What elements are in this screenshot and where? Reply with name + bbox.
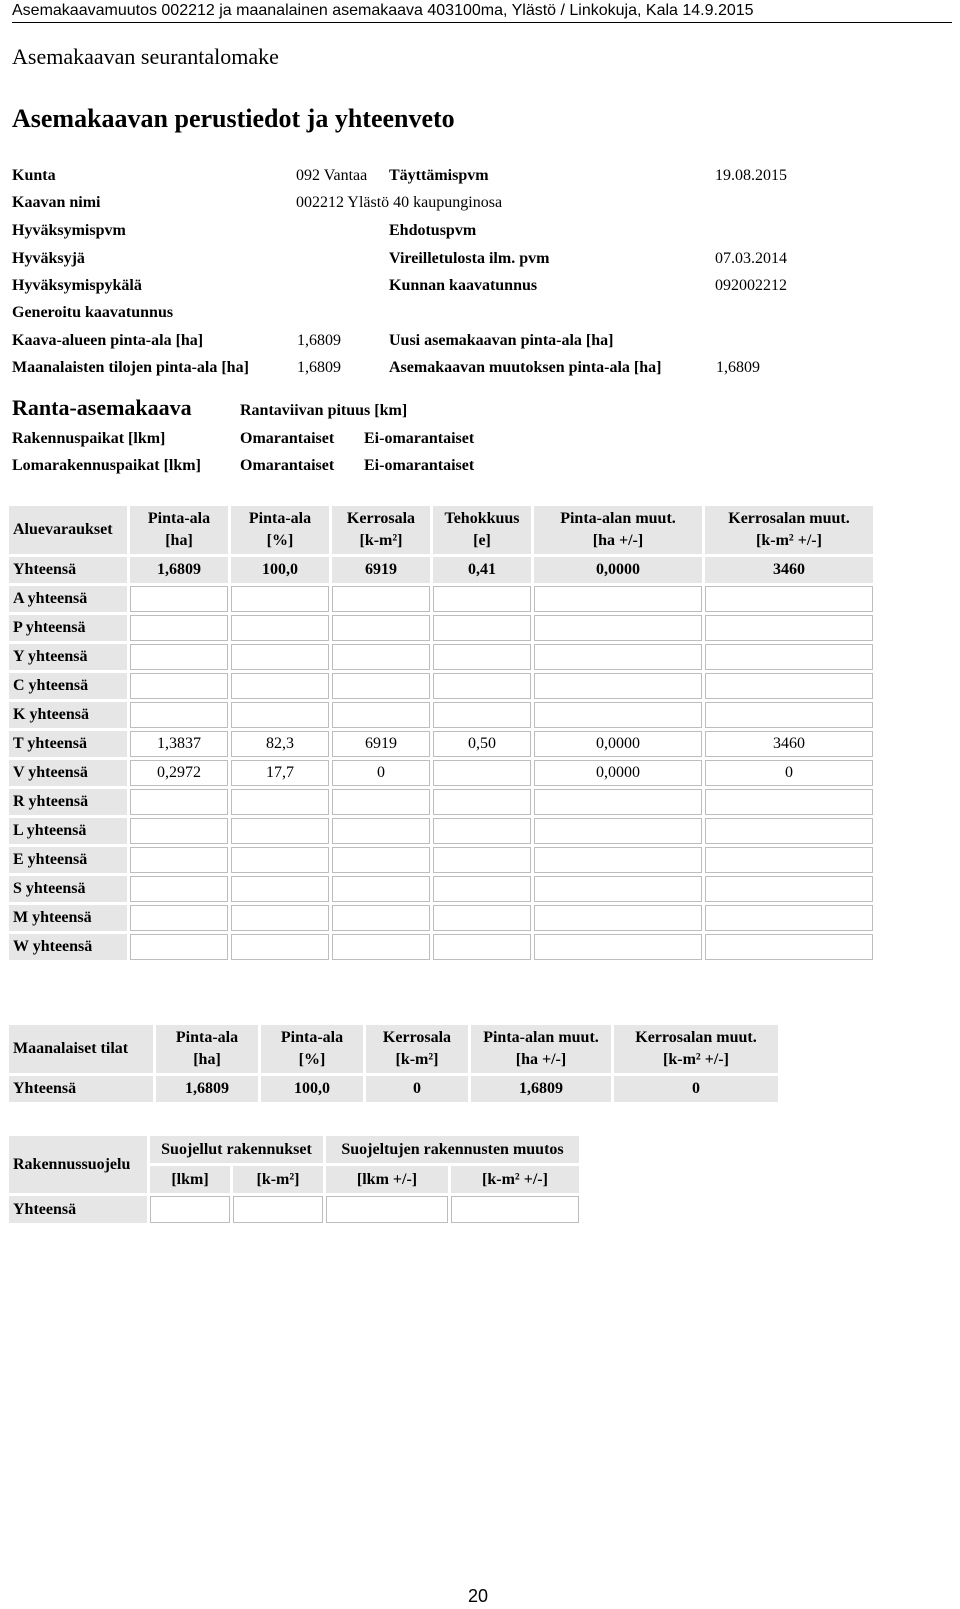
row-label: S yhteensä — [9, 876, 127, 902]
aluevaraukset-header-line2: [%] — [266, 532, 294, 549]
row-label: A yhteensä — [9, 586, 127, 612]
maanalaiset-header-line1: Pinta-ala — [280, 1029, 344, 1046]
suojelu-label: Rakennussuojelu — [9, 1136, 147, 1193]
table-row — [9, 905, 873, 931]
suojelu-total-label: Yhteensä — [9, 1196, 147, 1223]
row-label: V yhteensä — [9, 760, 127, 786]
table-cell — [332, 615, 430, 641]
kunta-label: Kunta — [12, 167, 56, 184]
taytt-label: Täyttämispvm — [389, 167, 489, 184]
table-cell — [332, 847, 430, 873]
table-cell — [534, 789, 702, 815]
table-cell: 0,0000 — [534, 731, 702, 757]
table-cell — [705, 615, 873, 641]
page-number: 20 — [468, 1586, 489, 1606]
nimi-value: 002212 Ylästö 40 kaupunginosa — [296, 194, 503, 211]
table-cell: 17,7 — [231, 760, 329, 786]
pykala-label: Hyväksymispykälä — [12, 277, 142, 294]
table-row — [9, 760, 873, 786]
table-cell — [534, 702, 702, 728]
uusi-label: Uusi asemakaavan pinta-ala [ha] — [389, 332, 614, 349]
table-cell — [433, 934, 531, 960]
generoitu-label: Generoitu kaavatunnus — [12, 304, 174, 321]
aluevaraukset-header-line1: Pinta-ala — [147, 510, 211, 527]
table-cell — [130, 934, 228, 960]
maanalaiset-header-line2: [ha +/-] — [515, 1051, 567, 1068]
ranta-loma-omarantaiset: Omarantaiset — [240, 457, 335, 474]
table-cell — [534, 934, 702, 960]
hyvaksyja-label: Hyväksyjä — [12, 250, 85, 267]
table-cell — [705, 934, 873, 960]
table-cell: 0 — [366, 1076, 468, 1102]
row-label: L yhteensä — [9, 818, 127, 844]
table-cell — [705, 702, 873, 728]
maanalaiset-header-line1: Maanalaiset tilat — [13, 1040, 129, 1057]
table-cell — [705, 818, 873, 844]
table-cell — [705, 847, 873, 873]
form-title: Asemakaavan perustiedot ja yhteenveto — [12, 104, 455, 133]
maanalaiset-header-0 — [9, 1025, 153, 1073]
table-cell — [231, 702, 329, 728]
alue-label: Kaava-alueen pinta-ala [ha] — [12, 332, 204, 349]
taytt-value: 19.08.2015 — [715, 167, 787, 184]
table-row — [9, 876, 873, 902]
table-cell — [130, 586, 228, 612]
maanalaiset-header-5 — [614, 1025, 778, 1073]
table-cell — [534, 847, 702, 873]
table-cell: 0,41 — [433, 557, 531, 583]
aluevaraukset-table — [6, 503, 876, 963]
kunta-value: 092 Vantaa — [296, 167, 368, 184]
table-cell: 0 — [332, 760, 430, 786]
maanalaiset-header-line2: [%] — [298, 1051, 326, 1068]
aluevaraukset-header-6 — [705, 506, 873, 554]
suojelu-group2: Suojeltujen rakennusten muutos — [326, 1136, 579, 1163]
maan-value: 1,6809 — [297, 359, 341, 376]
table-cell — [534, 673, 702, 699]
table-cell — [130, 673, 228, 699]
table-cell: 0,0000 — [534, 760, 702, 786]
maanalaiset-header-2 — [261, 1025, 363, 1073]
table-cell — [433, 847, 531, 873]
table-row — [9, 789, 873, 815]
table-row — [9, 731, 873, 757]
row-label: E yhteensä — [9, 847, 127, 873]
maanalaiset-header-line1: Pinta-ala — [175, 1029, 239, 1046]
suojelu-sub-km2-muutos: [k-m² +/-] — [451, 1166, 579, 1193]
table-cell — [130, 847, 228, 873]
maanalaiset-table — [6, 1022, 781, 1105]
table-cell — [231, 818, 329, 844]
table-cell — [705, 586, 873, 612]
aluevaraukset-header-line1: Pinta-ala — [248, 510, 312, 527]
table-cell — [130, 615, 228, 641]
nimi-label: Kaavan nimi — [12, 194, 101, 211]
aluevaraukset-header-2 — [231, 506, 329, 554]
row-label: T yhteensä — [9, 731, 127, 757]
ranta-title: Ranta-asemakaava — [12, 395, 192, 420]
table-cell: 0 — [705, 760, 873, 786]
row-label: Yhteensä — [9, 557, 127, 583]
table-cell — [231, 876, 329, 902]
table-cell: 1,6809 — [471, 1076, 611, 1102]
page-header: Asemakaavamuutos 002212 ja maanalainen asemakaava 403100ma, Ylästö / Linkokuja, Kala 14.9.2015 — [12, 2, 952, 23]
table-cell: 6919 — [332, 731, 430, 757]
table-cell — [231, 586, 329, 612]
table-cell — [705, 644, 873, 670]
muutos-value: 1,6809 — [716, 359, 760, 376]
row-label: Y yhteensä — [9, 644, 127, 670]
ranta-pituus-label: Rantaviivan pituus [km] — [240, 402, 408, 419]
aluevaraukset-header-1 — [130, 506, 228, 554]
maanalaiset-header-line1: Kerrosalan muut. — [635, 1029, 757, 1046]
table-cell — [705, 673, 873, 699]
maan-label: Maanalaisten tilojen pinta-ala [ha] — [12, 359, 249, 376]
table-cell — [534, 818, 702, 844]
aluevaraukset-header-line2: [k-m² +/-] — [756, 532, 822, 549]
table-cell — [534, 905, 702, 931]
ranta-rak-omarantaiset: Omarantaiset — [240, 430, 335, 447]
table-cell: 1,3837 — [130, 731, 228, 757]
table-cell — [705, 876, 873, 902]
suojelu-table — [6, 1133, 582, 1226]
alue-value: 1,6809 — [297, 332, 341, 349]
table-cell — [534, 586, 702, 612]
table-cell — [433, 760, 531, 786]
row-label: R yhteensä — [9, 789, 127, 815]
aluevaraukset-header-line1: Kerrosalan muut. — [728, 510, 850, 527]
aluevaraukset-header-line1: Tehokkuus — [444, 510, 520, 527]
table-row — [9, 847, 873, 873]
aluevaraukset-header-4 — [433, 506, 531, 554]
table-cell — [130, 644, 228, 670]
table-cell — [534, 876, 702, 902]
table-cell — [433, 905, 531, 931]
row-label: Yhteensä — [9, 1076, 153, 1102]
table-cell — [332, 789, 430, 815]
muutos-label: Asemakaavan muutoksen pinta-ala [ha] — [389, 359, 662, 376]
table-cell — [130, 789, 228, 815]
maanalaiset-header-line1: Kerrosala — [382, 1029, 452, 1046]
maanalaiset-header-line2: [k-m² +/-] — [663, 1051, 729, 1068]
table-cell — [332, 905, 430, 931]
aluevaraukset-header-line2: [k-m²] — [359, 532, 403, 549]
row-label: P yhteensä — [9, 615, 127, 641]
table-cell — [332, 818, 430, 844]
aluevaraukset-header-5 — [534, 506, 702, 554]
ranta-rak-label: Rakennuspaikat [lkm] — [12, 430, 166, 447]
table-cell: 1,6809 — [130, 557, 228, 583]
row-label: M yhteensä — [9, 905, 127, 931]
aluevaraukset-header-3 — [332, 506, 430, 554]
table-cell — [433, 644, 531, 670]
hyvpvm-label: Hyväksymispvm — [12, 222, 126, 239]
table-row — [9, 615, 873, 641]
table-cell: 0,0000 — [534, 557, 702, 583]
table-row — [9, 673, 873, 699]
maanalaiset-header-line2: [ha] — [193, 1051, 221, 1068]
kunnan-label: Kunnan kaavatunnus — [389, 277, 538, 294]
table-cell — [705, 905, 873, 931]
table-cell — [332, 876, 430, 902]
table-cell — [433, 673, 531, 699]
form-subtitle: Asemakaavan seurantalomake — [12, 44, 279, 69]
table-cell — [433, 702, 531, 728]
kunnan-value: 092002212 — [715, 277, 787, 294]
ranta-loma-label: Lomarakennuspaikat [lkm] — [12, 457, 201, 474]
suojelu-cell — [326, 1196, 448, 1223]
row-label: C yhteensä — [9, 673, 127, 699]
table-row — [9, 934, 873, 960]
row-label: K yhteensä — [9, 702, 127, 728]
table-cell — [231, 847, 329, 873]
table-cell — [231, 644, 329, 670]
aluevaraukset-header-line2: [e] — [473, 532, 491, 549]
table-row — [9, 586, 873, 612]
table-cell — [332, 644, 430, 670]
table-cell: 0,2972 — [130, 760, 228, 786]
table-cell — [332, 586, 430, 612]
table-cell: 6919 — [332, 557, 430, 583]
table-cell: 100,0 — [231, 557, 329, 583]
table-cell — [130, 905, 228, 931]
table-cell — [332, 702, 430, 728]
table-row — [9, 1076, 778, 1102]
table-cell — [231, 615, 329, 641]
table-cell — [433, 789, 531, 815]
table-cell — [231, 789, 329, 815]
ehdotus-label: Ehdotuspvm — [389, 222, 477, 239]
maanalaiset-header-1 — [156, 1025, 258, 1073]
suojelu-sub-lkm-muutos: [lkm +/-] — [326, 1166, 448, 1193]
table-cell — [332, 673, 430, 699]
table-cell — [332, 934, 430, 960]
vireille-label: Vireilletulosta ilm. pvm — [389, 250, 550, 267]
table-cell: 3460 — [705, 557, 873, 583]
suojelu-group1: Suojellut rakennukset — [150, 1136, 323, 1163]
suojelu-sub-km2: [k-m²] — [233, 1166, 323, 1193]
table-cell — [433, 818, 531, 844]
aluevaraukset-header-0 — [9, 506, 127, 554]
ranta-rak-eiomarantaiset: Ei-omarantaiset — [364, 430, 475, 447]
table-cell — [231, 934, 329, 960]
aluevaraukset-header-line2: [ha +/-] — [592, 532, 644, 549]
table-cell: 0,50 — [433, 731, 531, 757]
aluevaraukset-header-line2: [ha] — [165, 532, 193, 549]
table-cell — [231, 905, 329, 931]
maanalaiset-header-line2: [k-m²] — [395, 1051, 439, 1068]
table-cell — [130, 818, 228, 844]
table-cell — [534, 615, 702, 641]
table-row — [9, 557, 873, 583]
table-cell — [433, 615, 531, 641]
table-cell: 3460 — [705, 731, 873, 757]
table-cell: 1,6809 — [156, 1076, 258, 1102]
table-row — [9, 644, 873, 670]
maanalaiset-header-line1: Pinta-alan muut. — [483, 1029, 599, 1046]
table-cell — [231, 673, 329, 699]
table-cell: 0 — [614, 1076, 778, 1102]
table-cell — [534, 644, 702, 670]
table-cell — [705, 789, 873, 815]
table-cell — [130, 876, 228, 902]
suojelu-cell — [150, 1196, 230, 1223]
table-cell — [130, 702, 228, 728]
ranta-loma-eiomarantaiset: Ei-omarantaiset — [364, 457, 475, 474]
suojelu-cell — [451, 1196, 579, 1223]
table-cell — [433, 586, 531, 612]
vireille-value: 07.03.2014 — [715, 250, 787, 267]
aluevaraukset-header-line1: Kerrosala — [346, 510, 416, 527]
maanalaiset-header-3 — [366, 1025, 468, 1073]
aluevaraukset-header-line1: Aluevaraukset — [13, 521, 113, 538]
maanalaiset-header-4 — [471, 1025, 611, 1073]
table-cell: 100,0 — [261, 1076, 363, 1102]
suojelu-cell — [233, 1196, 323, 1223]
table-cell: 82,3 — [231, 731, 329, 757]
table-row — [9, 702, 873, 728]
row-label: W yhteensä — [9, 934, 127, 960]
suojelu-sub-lkm: [lkm] — [150, 1166, 230, 1193]
table-cell — [433, 876, 531, 902]
table-row — [9, 818, 873, 844]
aluevaraukset-header-line1: Pinta-alan muut. — [560, 510, 676, 527]
